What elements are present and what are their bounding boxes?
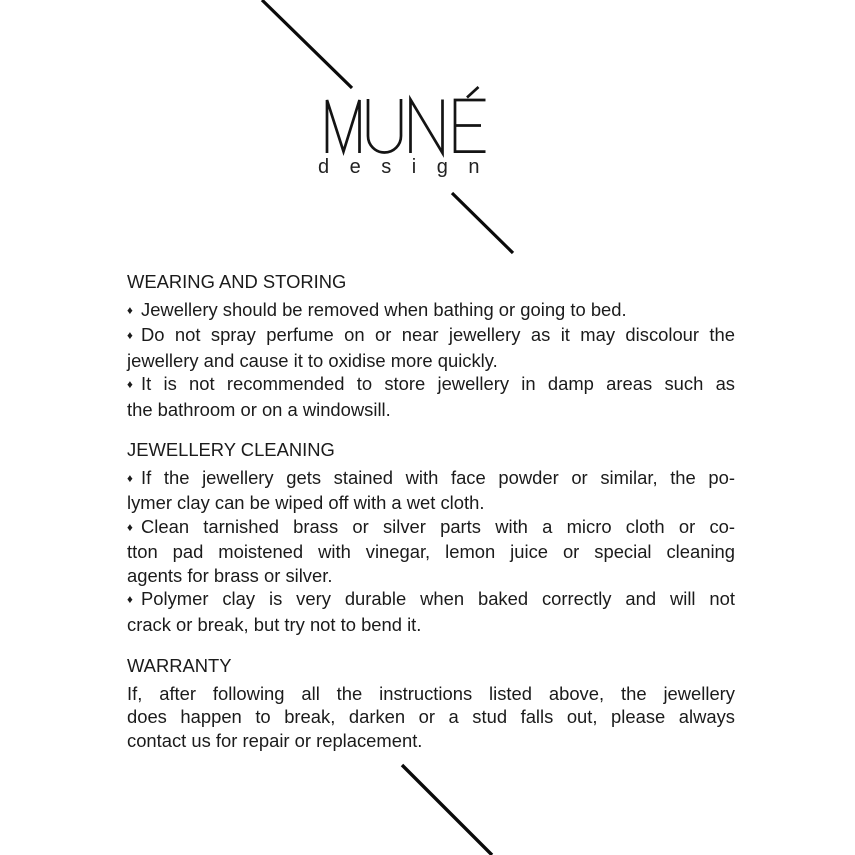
diamond-bullet-icon: ♦	[127, 379, 133, 391]
text-line: lymer clay can be wiped off with a wet cloth.	[127, 492, 485, 513]
section-title: WARRANTY	[127, 655, 232, 676]
warranty-paragraph	[127, 682, 735, 753]
logo-letter-u-icon	[368, 99, 401, 153]
bullet-item	[127, 466, 735, 515]
bullet-item	[127, 372, 735, 421]
bullet-item	[127, 323, 735, 372]
diamond-bullet-icon: ♦	[127, 304, 133, 317]
text-line: agents for brass or silver.	[127, 564, 333, 586]
text-line: does happen to break, darken or a stud falls out, please always	[127, 706, 735, 727]
bullet-item	[127, 587, 735, 636]
text-line: jewellery and cause it to oxidise more quickly.	[127, 349, 498, 371]
logo-letter-n-icon	[411, 100, 443, 154]
section-jewellery-cleaning	[127, 438, 735, 636]
text-line: If, after following all the instructions listed above, the jewellery	[127, 682, 735, 704]
text-line: crack or break, but try not to bend it.	[127, 613, 422, 635]
diagonal-line-top	[262, 0, 352, 88]
line-text: It is not recommended to store jewellery in damp areas such as	[141, 373, 735, 394]
line-text: Polymer clay is very durable when baked correctly and will not	[141, 588, 735, 609]
diagonal-line-bottom	[402, 765, 492, 855]
text-line: the bathroom or on a windowsill.	[127, 398, 391, 420]
text-line	[127, 323, 735, 349]
text-line: tton pad moistened with vinegar, lemon juice or special cleaning	[127, 541, 735, 562]
care-instructions	[127, 270, 735, 752]
line-text: Jewellery should be removed when bathing or going to bed.	[141, 298, 627, 320]
logo-letter-m-icon	[327, 100, 360, 153]
line-text: Do not spray perfume on or near jewellery as it may discolour the	[141, 324, 735, 345]
text-line: contact us for repair or replacement.	[127, 729, 423, 751]
section-title: WEARING AND STORING	[127, 271, 347, 292]
section-wearing-and-storing	[127, 270, 735, 421]
line-text: If the jewellery gets stained with face powder or similar, the po-	[141, 466, 735, 488]
mune-logo-wordmark	[327, 87, 486, 153]
logo-letter-e-icon	[455, 100, 486, 152]
logo-acute-accent-icon	[467, 87, 479, 98]
text-line	[127, 372, 735, 398]
bullet-item	[127, 515, 735, 588]
logo-subtitle: design	[318, 156, 500, 178]
section-title: JEWELLERY CLEANING	[127, 439, 335, 460]
text-line	[127, 466, 735, 492]
diamond-bullet-icon: ♦	[127, 472, 133, 485]
line-text: Clean tarnished brass or silver parts with a micro cloth or co-	[141, 515, 735, 537]
diamond-bullet-icon: ♦	[127, 521, 133, 534]
section-warranty	[127, 654, 735, 752]
bullet-item	[127, 298, 735, 324]
text-line	[127, 587, 735, 613]
text-line	[127, 298, 735, 324]
diamond-bullet-icon: ♦	[127, 594, 133, 606]
diamond-bullet-icon: ♦	[127, 330, 133, 342]
text-line	[127, 515, 735, 541]
diagonal-line-middle	[452, 193, 513, 253]
